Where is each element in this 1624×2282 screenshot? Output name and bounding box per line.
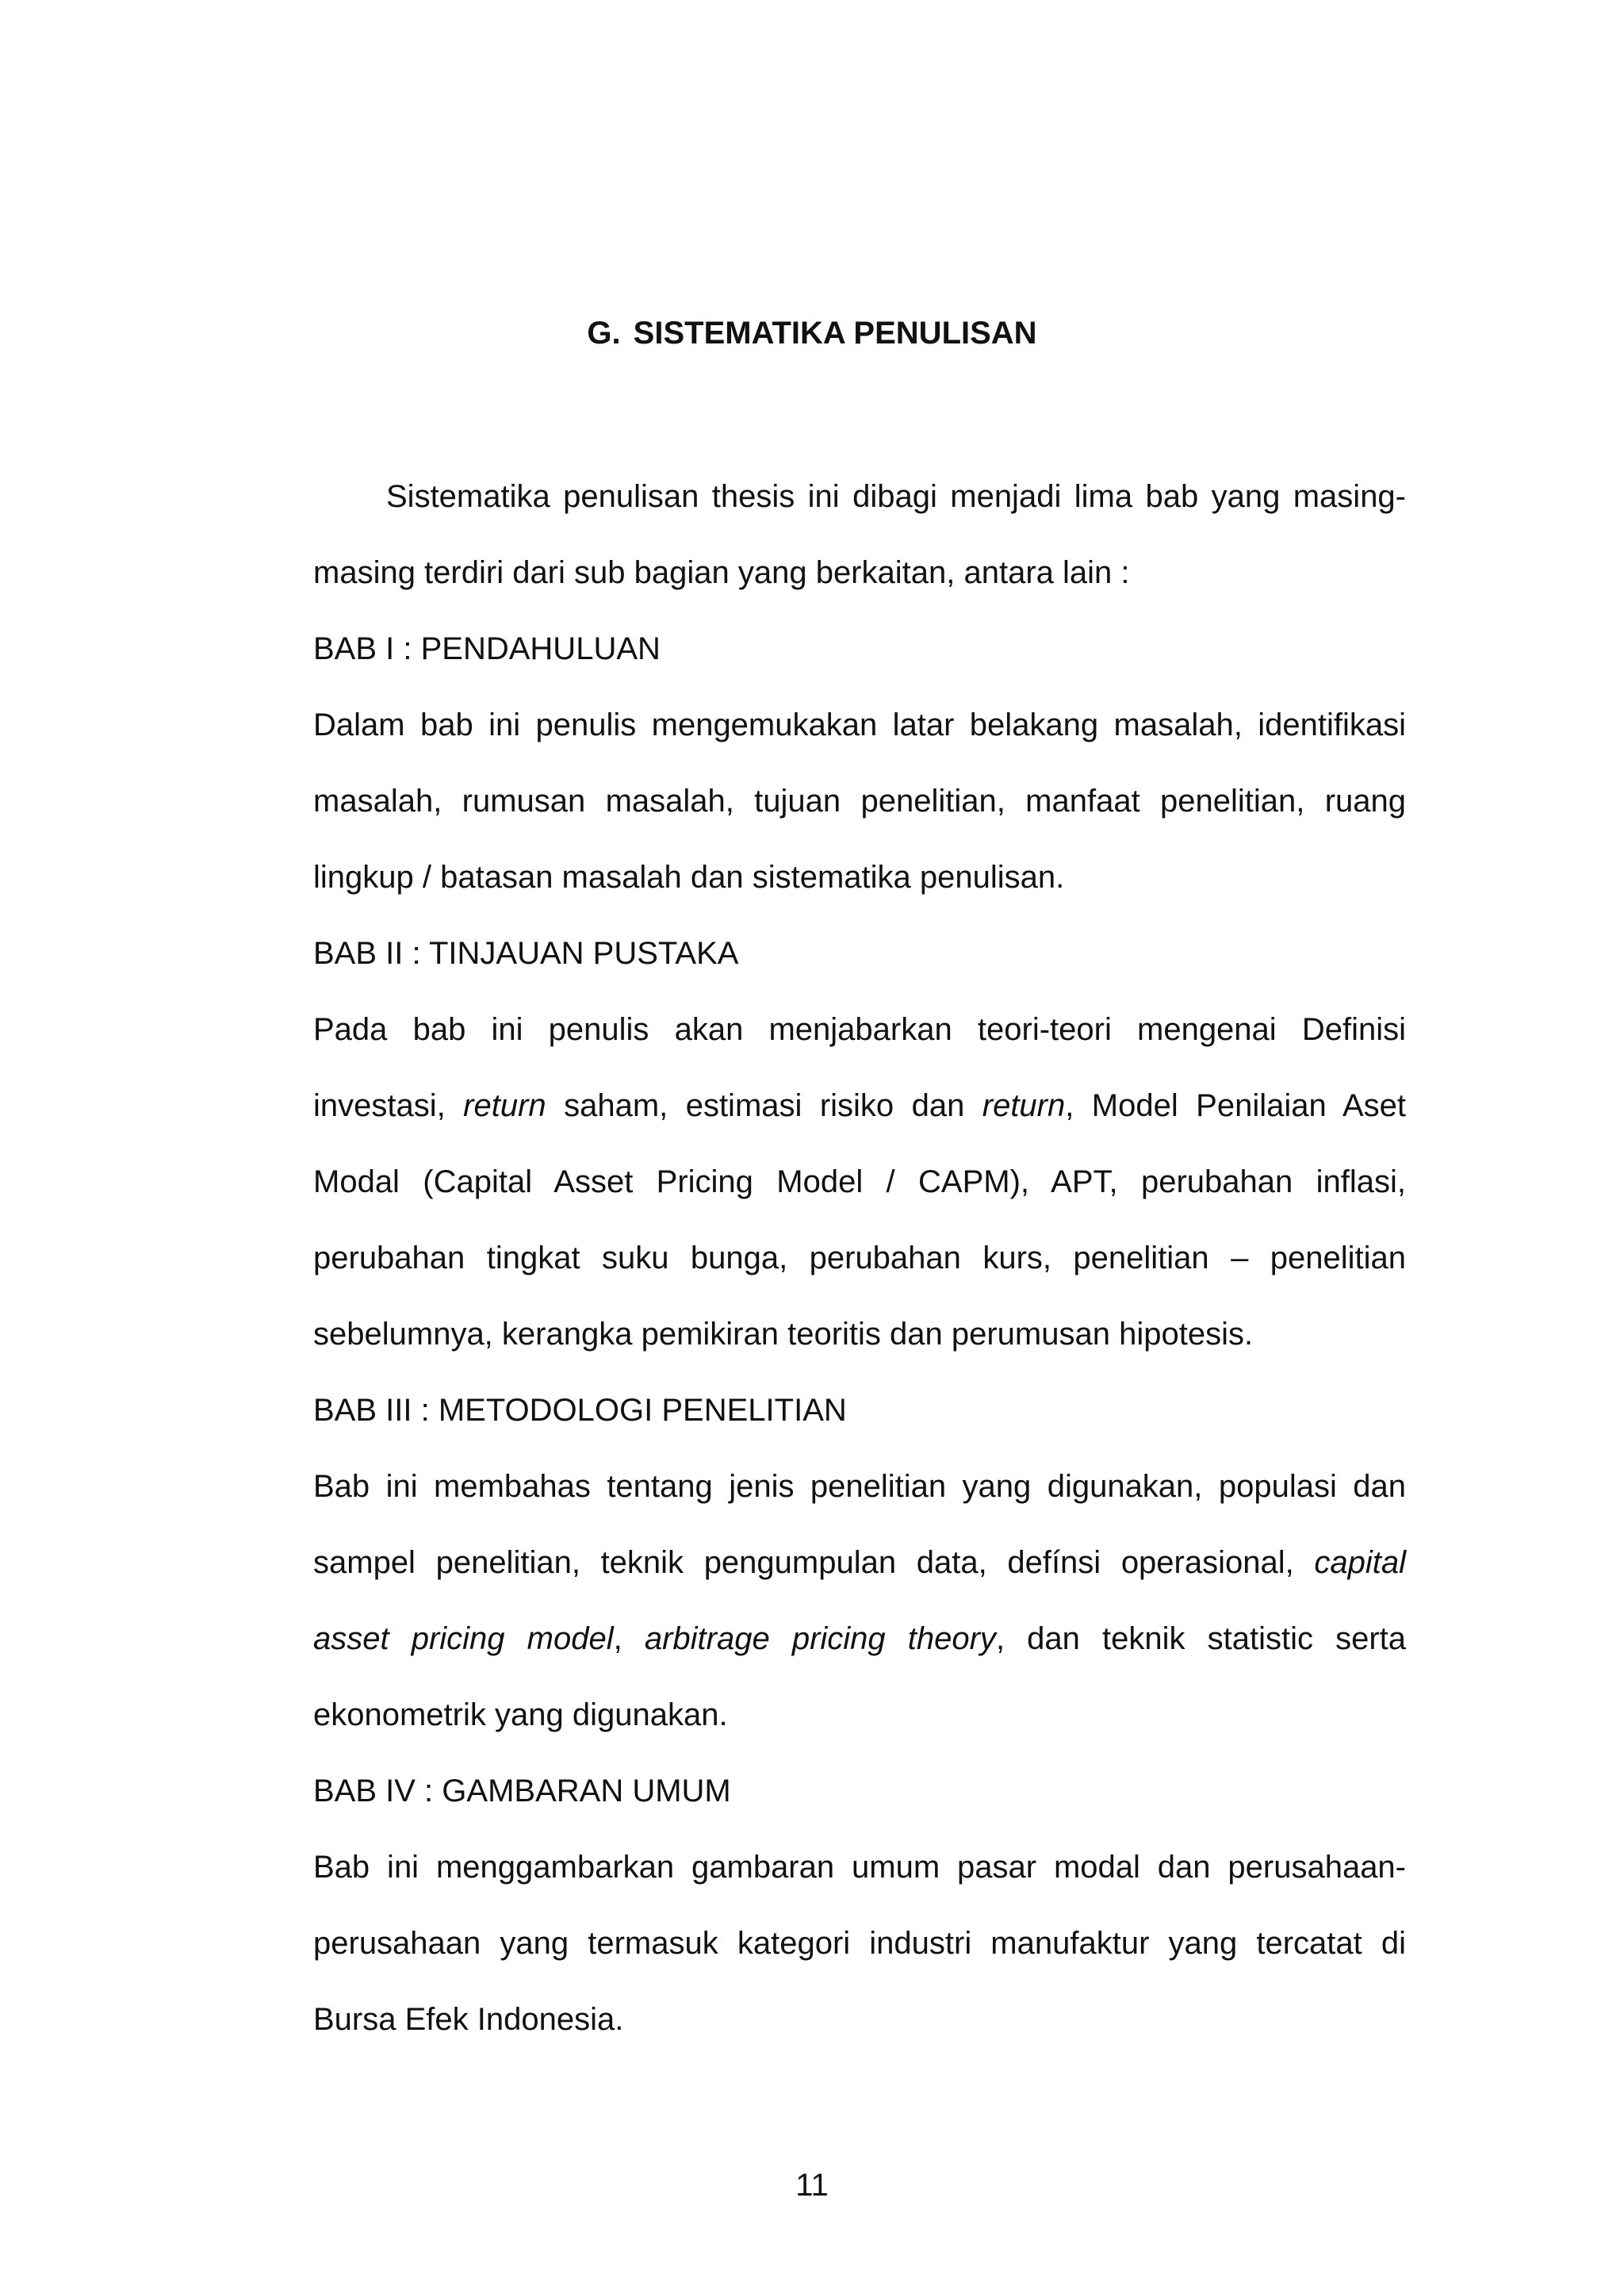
text-run: , Model Penilaian Aset Modal (Capital Asset Pricing Model / CAPM), APT, perubahan inflasi, perubahan tingkat suku bunga, perubahan kurs, penelitian – penelitian sebelumnya, kerangka pemikiran teoritis dan perumusan hipotesis. — [313, 1088, 1406, 1352]
text-run: , — [613, 1621, 645, 1656]
section-title: SISTEMATIKA PENULISAN — [633, 316, 1037, 351]
chapter-body-bab-4: Bab ini menggambarkan gambaran umum pasar modal dan perusahaan-perusahaan yang termasuk kategori industri manufaktur yang tercatat di Bursa Efek Indonesia. — [313, 1850, 1406, 2037]
text-run: Bab ini membahas tentang jenis penelitian yang digunakan, populasi dan sampel penelitian, teknik pengumpulan data, defínsi operasional, — [313, 1469, 1406, 1580]
chapter-title-bab-1: BAB I : PENDAHULUAN — [313, 631, 661, 666]
italic-term: arbitrage pricing theory — [644, 1621, 996, 1656]
text-run: Pada bab ini penulis akan menjabarkan teori-teori mengenai Definisi investasi, — [313, 1012, 1406, 1123]
chapter-body-bab-1: Dalam bab ini penulis mengemukakan latar belakang masalah, identifikasi masalah, rumusan masalah, tujuan penelitian, manfaat penelitian, ruang lingkup / batasan masalah dan sistematika penulisan. — [313, 708, 1406, 895]
chapter-title-bab-2: BAB II : TINJAUAN PUSTAKA — [313, 936, 739, 971]
body-text — [313, 458, 1406, 2058]
text-run: , dan teknik statistic serta ekonometrik yang digunakan. — [313, 1621, 1406, 1732]
italic-term: return — [982, 1088, 1066, 1123]
intro-paragraph: Sistematika penulisan thesis ini dibagi menjadi lima bab yang masing-masing terdiri dari sub bagian yang berkaitan, antara lain : — [313, 479, 1406, 590]
chapter-title-bab-4: BAB IV : GAMBARAN UMUM — [313, 1774, 731, 1808]
chapter-body-bab-3 — [313, 1448, 1406, 1753]
text-run: saham, estimasi risiko dan — [546, 1088, 982, 1123]
chapter-body-bab-2 — [313, 991, 1406, 1372]
section-number: G. — [587, 316, 621, 351]
italic-term: return — [463, 1088, 546, 1123]
section-heading — [0, 309, 1624, 357]
page-number: 11 — [795, 2168, 829, 2203]
chapter-title-bab-3: BAB III : METODOLOGI PENELITIAN — [313, 1393, 847, 1428]
italic-term: capital asset pricing model — [313, 1545, 1406, 1656]
